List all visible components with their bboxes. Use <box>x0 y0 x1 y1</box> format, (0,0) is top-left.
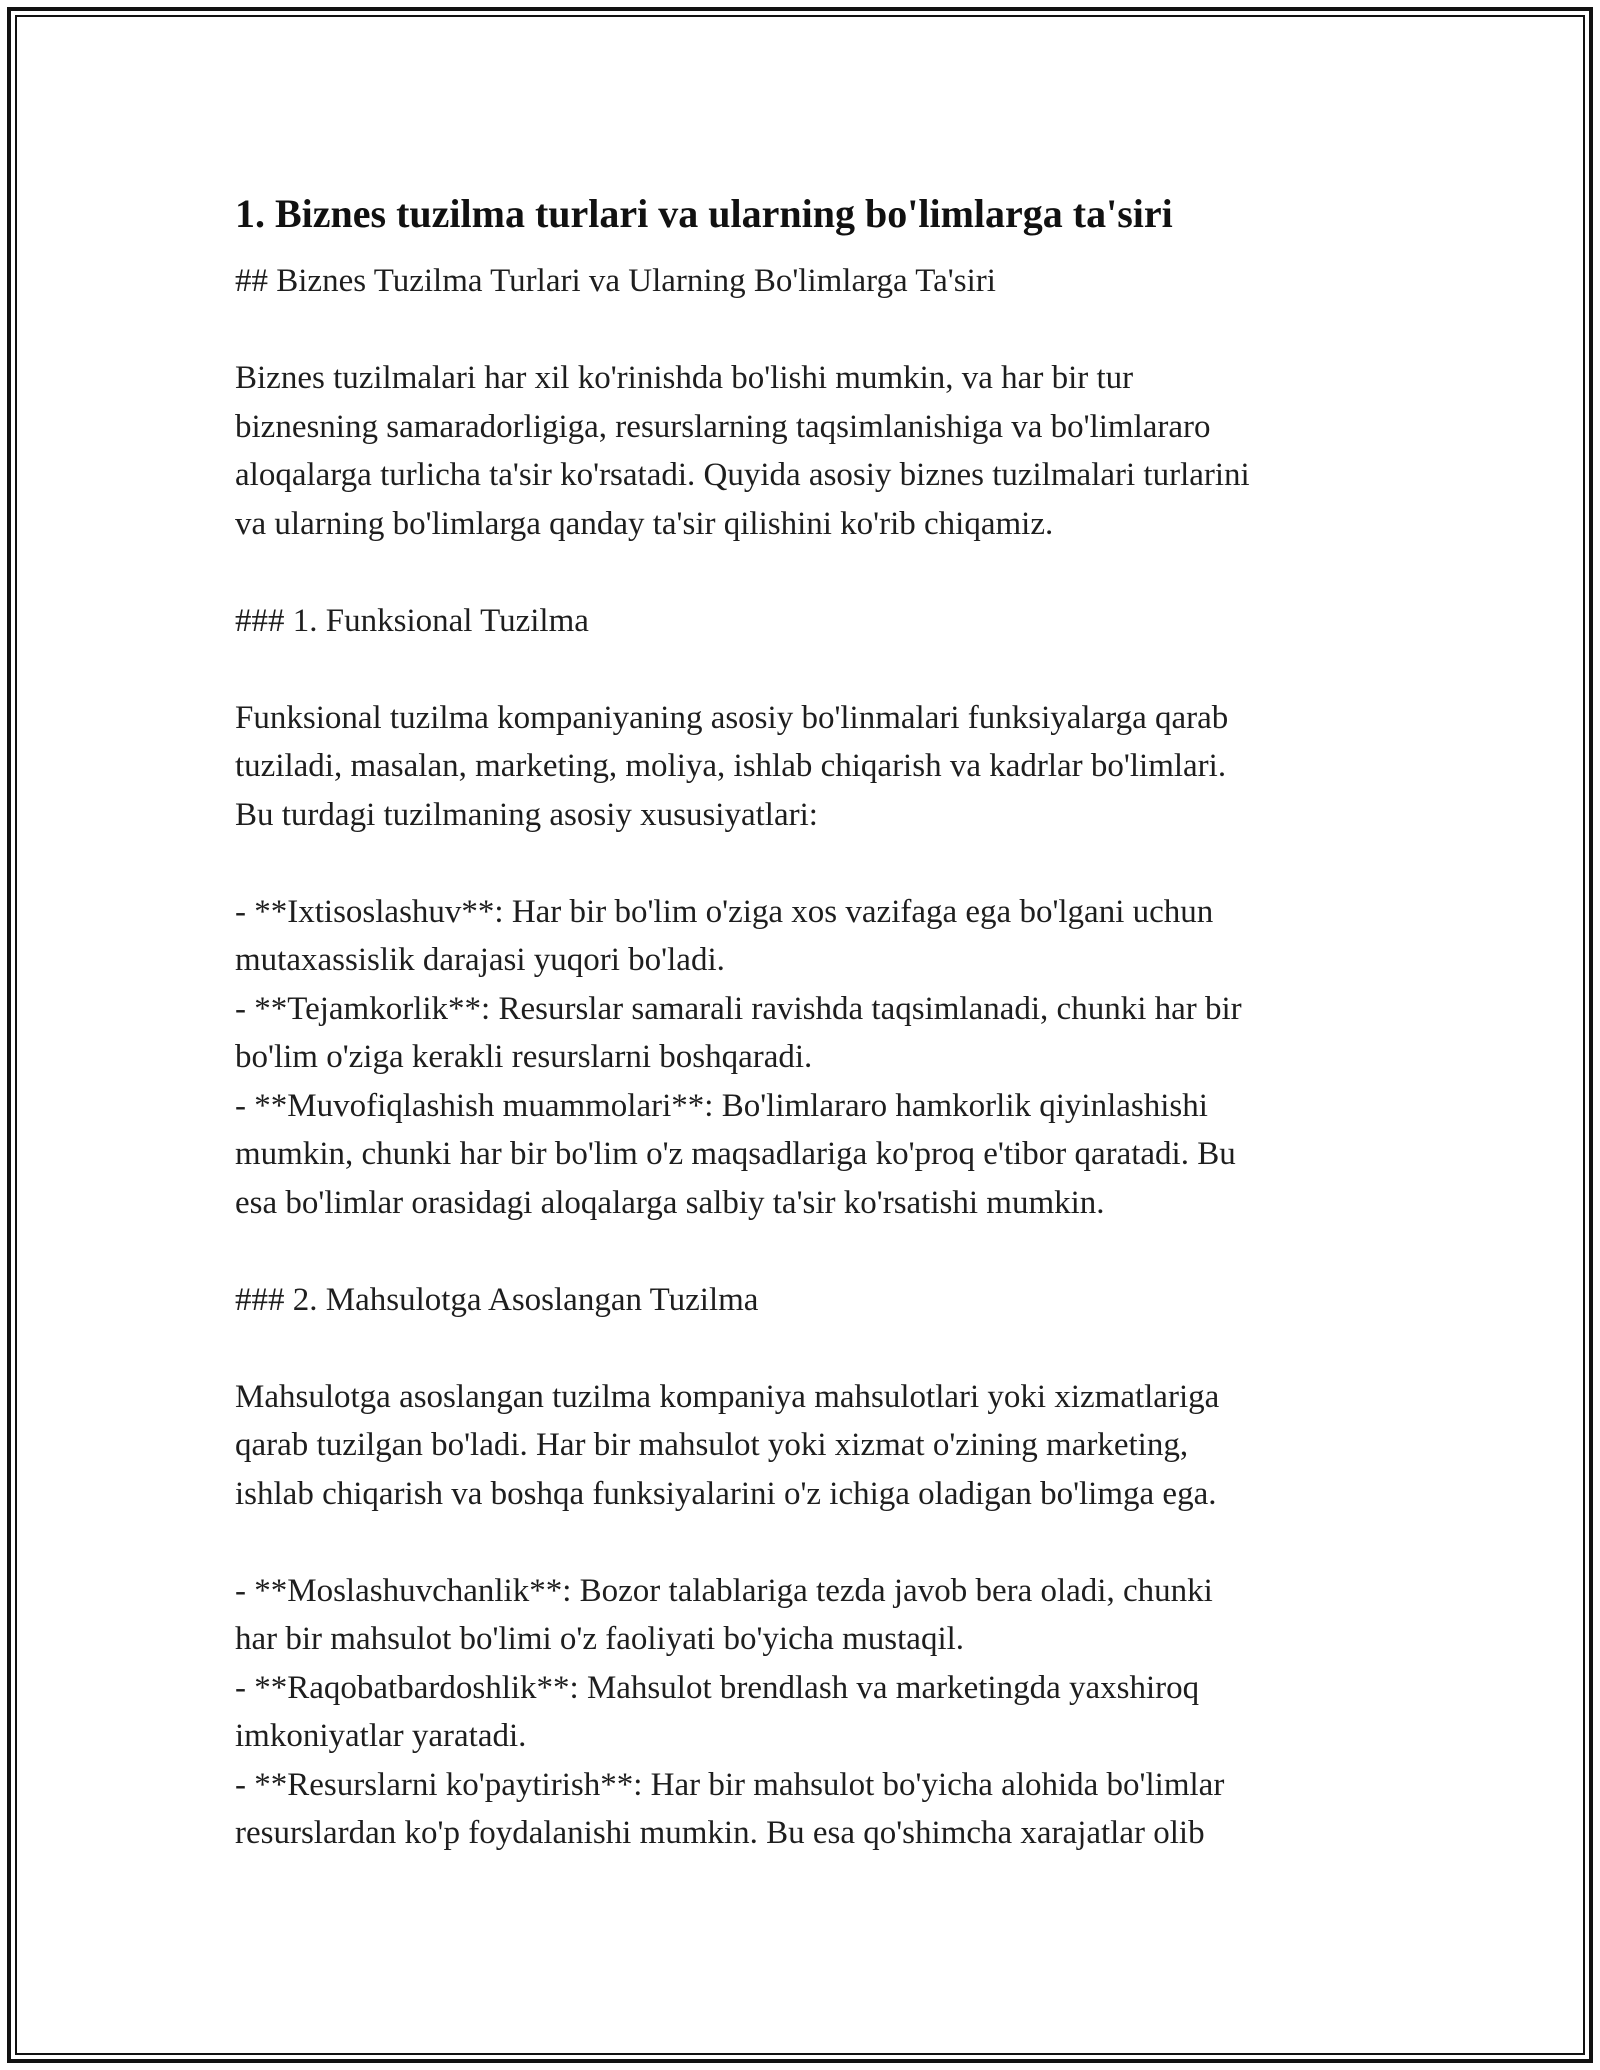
spacer <box>235 1324 1375 1373</box>
section-heading: ## Biznes Tuzilma Turlari va Ularning Bo'limlarga Ta'siri <box>235 263 996 299</box>
document-title: 1. Biznes tuzilma turlari va ularning bo'limlarga ta'siri <box>235 191 1173 236</box>
intro-paragraph: Biznes tuzilmalari har xil ko'rinishda bo'lishi mumkin, va har bir tur biznesning samaradorligiga, resurslarning taqsimlanishiga va bo'limlararo aloqalarga turlicha ta'sir ko'rsatadi. Quyida asosiy biznes tuzilmalari turlarini va ularning bo'limlarga qanday ta'sir qilishini ko'rib chiqamiz. <box>235 360 1250 542</box>
functional-paragraph: Funksional tuzilma kompaniyaning asosiy bo'linmalari funksiyalarga qarab tuziladi, masalan, marketing, moliya, ishlab chiqarish va kadrlar bo'limlari. Bu turdagi tuzilmaning asosiy xususiyatlari: <box>235 699 1229 833</box>
functional-bullet-list: - **Ixtisoslashuv**: Har bir bo'lim o'ziga xos vazifaga ega bo'lgani uchun mutaxassislik darajasi yuqori bo'ladi. - **Tejamkorlik**: Resurslar samarali ravishda taqsimlanadi, chunki har bir bo'lim o'ziga kerakli resurslarni boshqaradi. - **Muvofiqlashish muammolari**: Bo'limlararo hamkorlik qiyinlashishi mumkin, chunki har bir bo'lim o'z maqsadlariga ko'proq e'tibor qaratadi. Bu esa bo'limlar orasidagi aloqalarga salbiy ta'sir ko'rsatishi mumkin. <box>235 893 1242 1221</box>
spacer <box>235 1518 1375 1567</box>
spacer <box>235 1227 1375 1276</box>
document-body <box>235 185 1375 1858</box>
spacer <box>235 839 1375 888</box>
subsection-heading-functional: ### 1. Funksional Tuzilma <box>235 602 589 639</box>
spacer <box>235 548 1375 597</box>
subsection-heading-product: ### 2. Mahsulotga Asoslangan Tuzilma <box>235 1281 759 1318</box>
spacer <box>235 306 1375 355</box>
product-paragraph: Mahsulotga asoslangan tuzilma kompaniya mahsulotlari yoki xizmatlariga qarab tuzilgan bo'ladi. Har bir mahsulot yoki xizmat o'zining marketing, ishlab chiqarish va boshqa funksiyalarini o'z ichiga oladigan bo'limga ega. <box>235 1378 1220 1512</box>
spacer <box>235 243 1375 257</box>
spacer <box>235 645 1375 694</box>
product-bullet-list: - **Moslashuvchanlik**: Bozor talablariga tezda javob bera oladi, chunki har bir mahsulot bo'limi o'z faoliyati bo'yicha mustaqil. - **Raqobatbardoshlik**: Mahsulot brendlash va marketingda yaxshiroq imkoniyatlar yaratadi. - **Resurslarni ko'paytirish**: Har bir mahsulot bo'yicha alohida bo'limlar resurslardan ko'p foydalanishi mumkin. Bu esa qo'shimcha xarajatlar olib <box>235 1572 1225 1851</box>
